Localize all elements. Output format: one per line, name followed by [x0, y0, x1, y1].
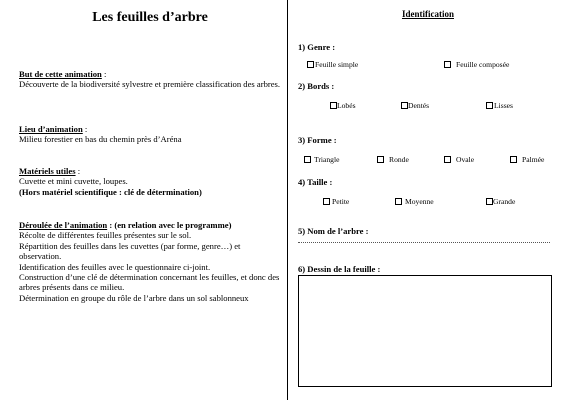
checkbox[interactable]: [307, 61, 314, 68]
deroulee-sep: : (en relation avec le programme): [107, 220, 232, 230]
lieu-sep: :: [82, 124, 88, 134]
checkbox[interactable]: [510, 156, 517, 163]
deroulee-heading: Déroulée de l’animation: [19, 220, 108, 230]
option-lisses[interactable]: [486, 101, 513, 110]
checkbox[interactable]: [444, 156, 451, 163]
page-title: Les feuilles d’arbre: [92, 10, 208, 25]
but-heading: But de cette animation: [19, 69, 102, 79]
checkbox[interactable]: [444, 61, 451, 68]
deroulee-line: Répartition des feuilles dans les cuvettes (par forme, genre…) et observation.: [19, 240, 241, 262]
option-label: Ronde: [389, 155, 409, 164]
option-label: Lisses: [494, 101, 513, 110]
section-materiels: [19, 166, 281, 197]
checkbox[interactable]: [486, 198, 493, 205]
section-lieu: [19, 124, 281, 145]
deroulee-line: Identification des feuilles avec le questionnaire ci-joint.: [19, 261, 211, 272]
drawing-box[interactable]: [298, 275, 552, 387]
checkbox[interactable]: [401, 102, 408, 109]
column-divider: [287, 0, 288, 400]
option-grande[interactable]: [486, 197, 515, 206]
section-but: [19, 69, 281, 90]
checkbox[interactable]: [395, 198, 402, 205]
option-label: Moyenne: [405, 197, 434, 206]
lieu-heading: Lieu d’animation: [19, 124, 83, 134]
question-bords: 2) Bords :: [298, 81, 335, 91]
checkbox[interactable]: [304, 156, 311, 163]
option-label: Lobés: [337, 101, 356, 110]
option-label: Ovale: [456, 155, 475, 164]
question-nom-arbre: 5) Nom de l’arbre :: [298, 226, 369, 236]
option-label: Palmée: [522, 155, 545, 164]
deroulee-line: Récolte de différentes feuilles présentes sur le sol.: [19, 230, 192, 241]
option-ovale[interactable]: [444, 155, 474, 164]
option-dentes[interactable]: [401, 101, 429, 110]
question-forme: 3) Forme :: [298, 135, 337, 145]
deroulee-line: Détermination en groupe du rôle de l’arbre dans un sol sablonneux: [19, 292, 249, 303]
option-palmee[interactable]: [510, 155, 544, 164]
checkbox[interactable]: [486, 102, 493, 109]
checkbox[interactable]: [323, 198, 330, 205]
option-ronde[interactable]: [377, 155, 409, 164]
question-dessin: 6) Dessin de la feuille :: [298, 264, 381, 274]
option-label: Feuille simple: [315, 60, 359, 69]
option-triangle[interactable]: [304, 155, 339, 164]
question-genre: 1) Genre :: [298, 42, 336, 52]
option-label: Triangle: [314, 155, 340, 164]
but-text: Découverte de la biodiversité sylvestre et première classification des arbres.: [19, 79, 281, 90]
materiels-bold-text: (Hors matériel scientifique : clé de détermination): [19, 186, 202, 197]
checkbox[interactable]: [377, 156, 384, 163]
lieu-text: Milieu forestier en bas du chemin près d’Aréna: [19, 134, 182, 145]
materiels-heading: Matériels utiles: [19, 166, 76, 176]
option-moyenne[interactable]: [395, 197, 434, 206]
materiels-text: Cuvette et mini cuvette, loupes.: [19, 176, 128, 187]
materiels-sep: :: [75, 166, 81, 176]
checkbox[interactable]: [330, 102, 337, 109]
option-label: Petite: [332, 197, 350, 206]
option-feuille-composee[interactable]: [444, 60, 509, 69]
option-lobes[interactable]: [330, 101, 356, 110]
option-label: Dentés: [408, 101, 430, 110]
question-taille: 4) Taille :: [298, 177, 333, 187]
identification-title: Identification: [401, 9, 454, 19]
option-feuille-simple[interactable]: [307, 60, 358, 69]
option-petite[interactable]: [323, 197, 349, 206]
answer-dotted-line[interactable]: [298, 242, 550, 243]
deroulee-line: Construction d’une clé de détermination concernant les feuilles, et donc des arbres présents dans ce milieu.: [19, 272, 280, 293]
but-sep: :: [101, 69, 107, 79]
option-label: Grande: [493, 197, 516, 206]
option-label: Feuille composée: [456, 60, 510, 69]
section-deroulee: [19, 220, 281, 303]
